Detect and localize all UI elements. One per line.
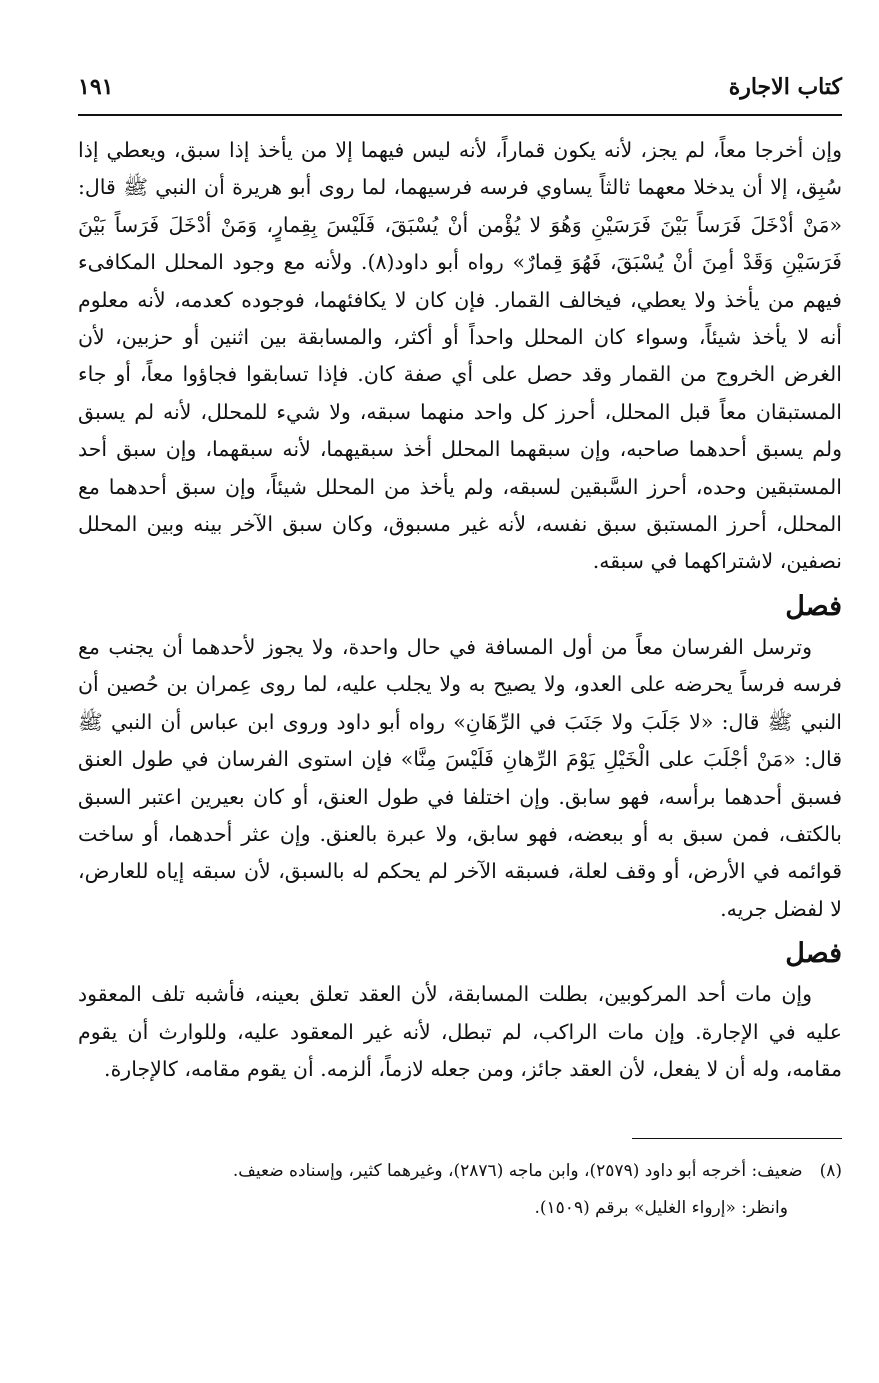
footnote-text: وانظر: «إرواء الغليل» برقم (١٥٠٩). — [534, 1198, 788, 1219]
page-number: ١٩١ — [78, 74, 114, 100]
paragraph: وإن أخرجا معاً، لم يجز، لأنه يكون قماراً، لأنه ليس فيهما إلا من يأخذ إذا سبق، ويعطي إذا سُبِق، إلا أن يدخلا معهما ثالثاً يساوي فرسه فرسيهما، لما روى أبو هريرة أن النبي ﷺ قال: «مَنْ أدْخَلَ فَرَساً بَيْنَ فَرَسَيْنِ وَهُوَ لا يُؤْمن أنْ يُسْبَقَ، فَلَيْسَ بِقِمارٍ، وَمَنْ أدْخَلَ فَرَساً بَيْنَ فَرَسَيْنِ وَقَدْ أمِنَ أنْ يُسْبَقَ، فَهُوَ قِمارٌ» رواه أبو داود(٨). ولأنه مع وجود المحلل المكافىء فيهم من يأخذ ولا يعطي، فيخالف القمار. فإن كان لا يكافئهما، فوجوده كعدمه، لأنه معلوم أنه لا يأخذ شيئاً، وسواء كان المحلل واحداً أو أكثر، والمسابقة بين اثنين أو حزبين، لأن الغرض الخروج من القمار وقد حصل على أي صفة كان. فإذا تسابقوا فجاؤوا معاً، أو جاء المستبقان معاً قبل المحلل، أحرز كل واحد منهما سبقه، ولا شيء للمحلل، لأنه لم يسبق ولم يسبق أحدهما صاحبه، وإن سبقهما المحلل أخذ سبقيهما، لأنه سبقهما، وإن سبق أحد المستبقين وحده، أحرز السَّبقين لسبقه، ولم يأخذ من المحلل شيئاً، وإن سبق أحدهما مع المحلل، أحرز المستبق سبق نفسه، لأنه غير مسبوق، وكان سبق الآخر بينه وبين المحلل نصفين، لاشتراكهما في سبقه. — [78, 138, 842, 574]
running-title: كتاب الاجارة — [728, 74, 842, 100]
footnote — [78, 1153, 842, 1190]
page-header — [78, 70, 842, 116]
footnote-divider — [632, 1138, 842, 1139]
footnote-number: (٨) — [819, 1161, 842, 1182]
footnote-text: ضعيف: أخرجه أبو داود (٢٥٧٩)، وابن ماجه (٢٨٧٦)، وغيرهما كثير، وإسناده ضعيف. — [232, 1161, 803, 1182]
section-heading: فصل — [785, 938, 842, 970]
section-paragraph: وترسل الفرسان معاً من أول المسافة في حال واحدة، ولا يجوز لأحدهما أن يجنب مع فرسه فرساً يحرضه على العدو، ولا يصيح به ولا يجلب عليه، لما روى عِمران بن حُصين أن النبي ﷺ قال: «لا جَلَبَ ولا جَنَبَ في الرِّهَانِ» رواه أبو داود وروى ابن عباس أن النبي ﷺ قال: «مَنْ أجْلَبَ على الْخَيْلِ يَوْمَ الرِّهانِ فَلَيْسَ مِنَّا» فإن استوى الفرسان في طول العنق فسبق أحدهما برأسه، فهو سابق. وإن اختلفا في طول العنق، أو كان بعيرين اعتبر السبق بالكتف، فمن سبق به أو ببعضه، فهو سابق، ولا عبرة بالعنق. وإن عثر أحدهما، أو ساخت قوائمه في الأرض، أو وقف لعلة، فسبقه الآخر لم يحكم له بالسبق، لأن سبقه إياه للعارض، لا لفضل جريه. — [78, 634, 842, 921]
footnotes — [78, 1153, 842, 1227]
book-page — [78, 70, 842, 1330]
main-text — [78, 132, 842, 1088]
footnote-continuation — [78, 1190, 842, 1227]
section-paragraph: وإن مات أحد المركوبين، بطلت المسابقة، لأن العقد تعلق بعينه، فأشبه تلف المعقود عليه في الإجارة. وإن مات الراكب، لم تبطل، لأنه غير المعقود عليه، وللوارث أن يقوم مقامه، وله أن لا يفعل، لأن العقد جائز، ومن جعله لازماً، ألزمه. أن يقوم مقامه، كالإجارة. — [78, 982, 842, 1081]
section-heading: فصل — [785, 590, 842, 622]
